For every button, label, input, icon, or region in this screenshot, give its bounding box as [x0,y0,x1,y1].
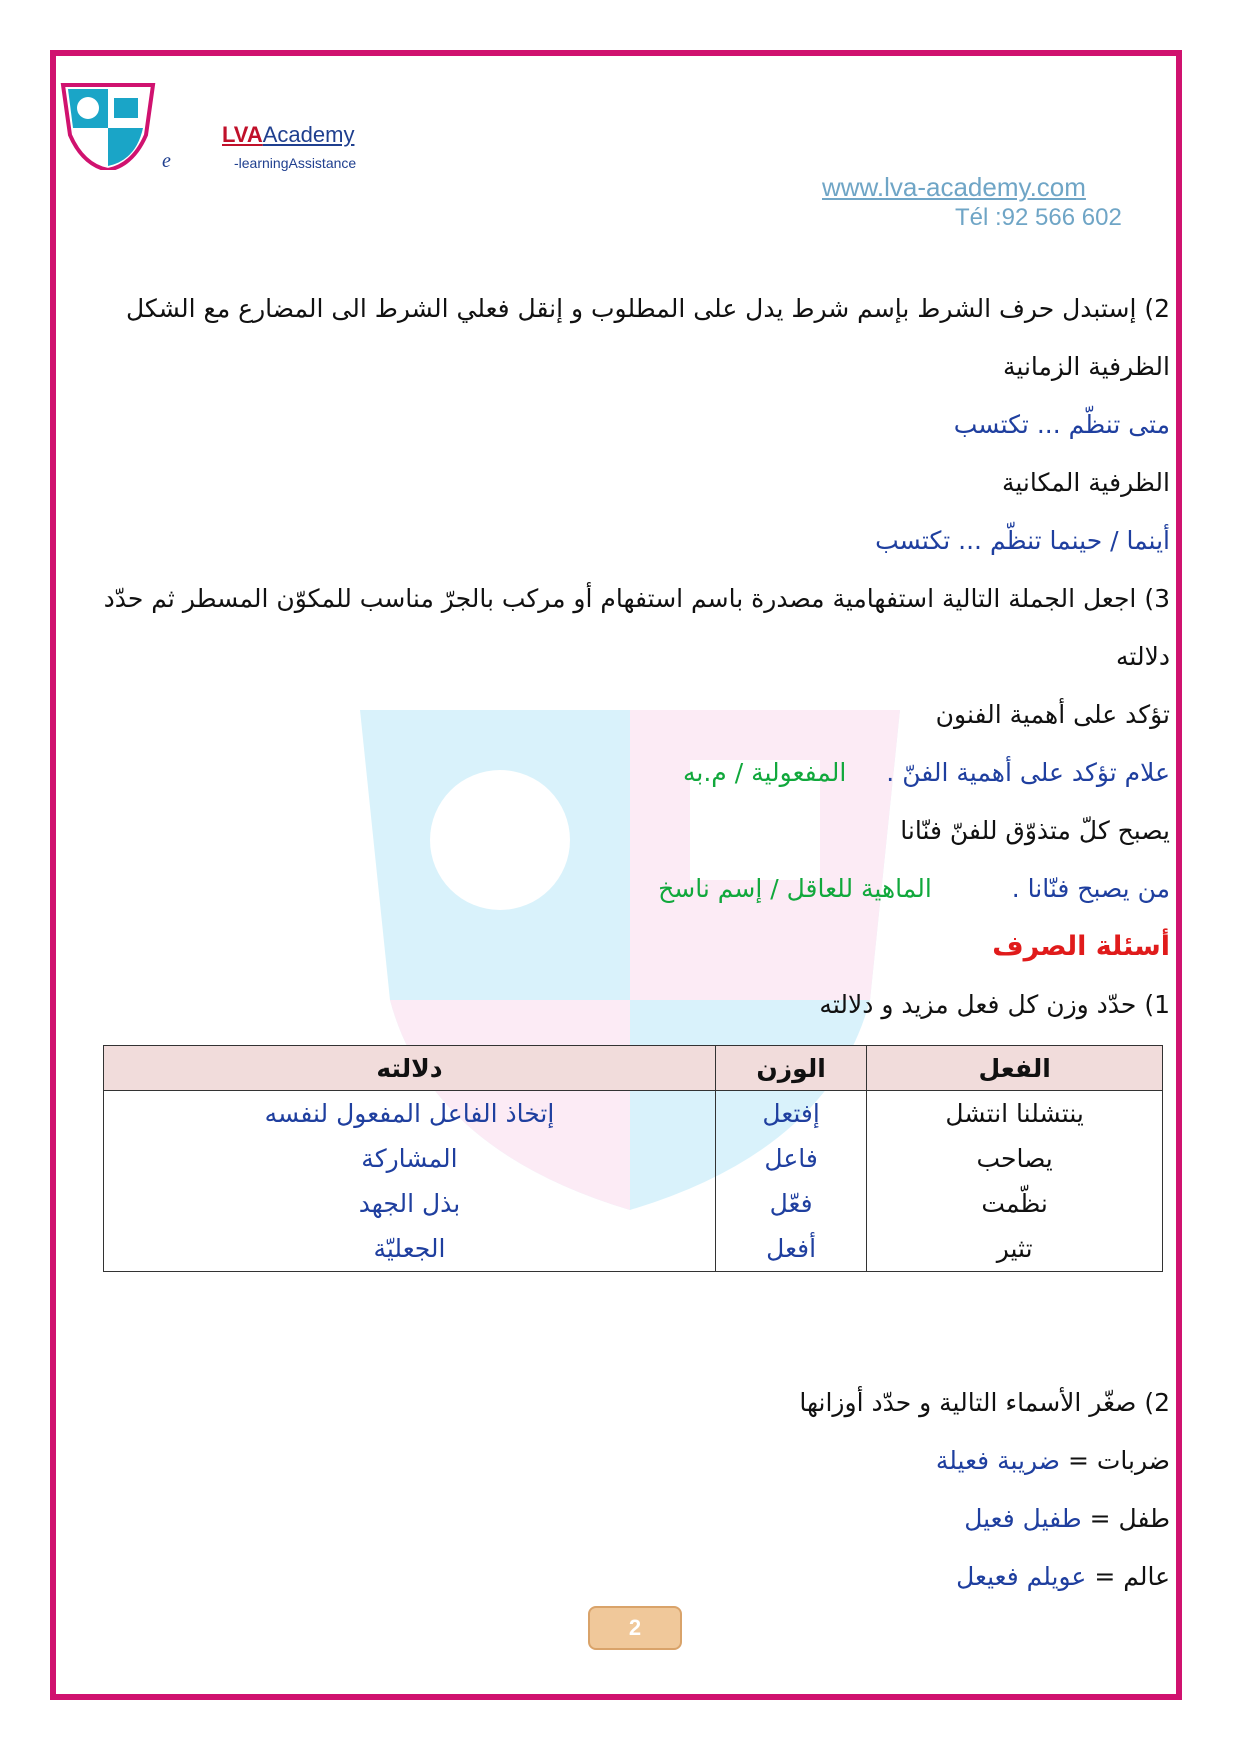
label-temporal: الظرفية الزمانية [1003,352,1170,381]
question-3-cont: دلالته [1116,642,1170,671]
question-2: 2) إستبدل حرف الشرط بإسم شرط يدل على المطلوب و إنقل فعلي الشرط الى المضارع مع الشكل [125,294,1170,323]
cell-weight: فاعل [715,1136,866,1181]
header-weight: الوزن [715,1046,866,1091]
item-word: طفل = [1089,1504,1170,1533]
brand-lva: LVA [222,122,263,147]
section-heading: أسئلة الصرف [992,931,1170,962]
cell-weight: فعّل [715,1181,866,1226]
label-spatial: الظرفية المكانية [1001,468,1170,497]
item-small: ضريبة [997,1446,1061,1475]
lva-logo-icon [58,80,178,170]
morph-question-2: 2) صغّر الأسماء التالية و حدّد أوزانها [799,1388,1170,1417]
cell-weight: إفتعل [715,1091,866,1137]
cell-meaning: المشاركة [104,1136,716,1181]
item-weight: فعيل [964,1504,1015,1533]
header-verb: الفعل [867,1046,1163,1091]
table-row [104,1091,1163,1137]
answer-2-note: الماهية للعاقل / إسم ناسخ [658,874,932,903]
logo-letter: e [162,150,171,172]
answer-2: من يصبح فنّانا . [1011,874,1170,903]
morph-question-1: 1) حدّد وزن كل فعل مزيد و دلالته [819,990,1170,1019]
answer-spatial: أينما / حينما تنظّم ... تكتسب [875,526,1170,555]
item-small: طفيل [1022,1504,1082,1533]
exercise-section [100,280,1170,1034]
cell-verb: تثير [867,1226,1163,1272]
cell-meaning: الجعليّة [104,1226,716,1272]
brand-academy: Academy [262,122,355,147]
cell-weight: أفعل [715,1226,866,1272]
cell-verb: نظّمت [867,1181,1163,1226]
answer-1: علام تؤكد على أهمية الفنّ . [886,758,1170,787]
answer-row-1 [100,744,1170,802]
item-small: عويلم [1026,1562,1087,1591]
sentence-2: يصبح كلّ متذوّق للفنّ فنّانا [900,816,1170,845]
page-number: 2 [588,1606,682,1650]
question-3: 3) اجعل الجملة التالية استفهامية مصدرة باسم استفهام أو مركب بالجرّ مناسب للمكوّن المسطر ثم حدّد [103,584,1170,613]
table-row [104,1136,1163,1181]
answer-1-note: المفعولية / م.به [682,758,847,787]
header-meaning: دلالته [104,1046,716,1091]
sentence-1: تؤكد على أهمية الفنون [935,700,1170,729]
diminutive-section [100,1374,1170,1606]
cell-verb: يصاحب [867,1136,1163,1181]
item-word: عالم = [1094,1562,1170,1591]
cell-meaning: إتخاذ الفاعل المفعول لنفسه [104,1091,716,1137]
table-header-row [104,1046,1163,1091]
cell-meaning: بذل الجهد [104,1181,716,1226]
answer-row-2 [100,860,1170,918]
list-item [100,1432,1170,1490]
list-item [100,1548,1170,1606]
item-word: ضربات = [1067,1446,1170,1475]
table-row [104,1181,1163,1226]
cell-verb: ينتشلنا انتشل [867,1091,1163,1137]
brand-name [222,122,354,148]
item-weight: فعيلة [935,1446,990,1475]
verbs-table [103,1045,1163,1272]
brand-subtitle: -learningAssistance [234,155,357,171]
answer-temporal: متى تنظّم ... تكتسب [953,410,1170,439]
table-row [104,1226,1163,1272]
phone-number: Tél :92 566 602 [955,204,1122,231]
item-weight: فعيعل [956,1562,1019,1591]
list-item [100,1490,1170,1548]
website-link[interactable]: www.lva-academy.com [822,172,1086,202]
